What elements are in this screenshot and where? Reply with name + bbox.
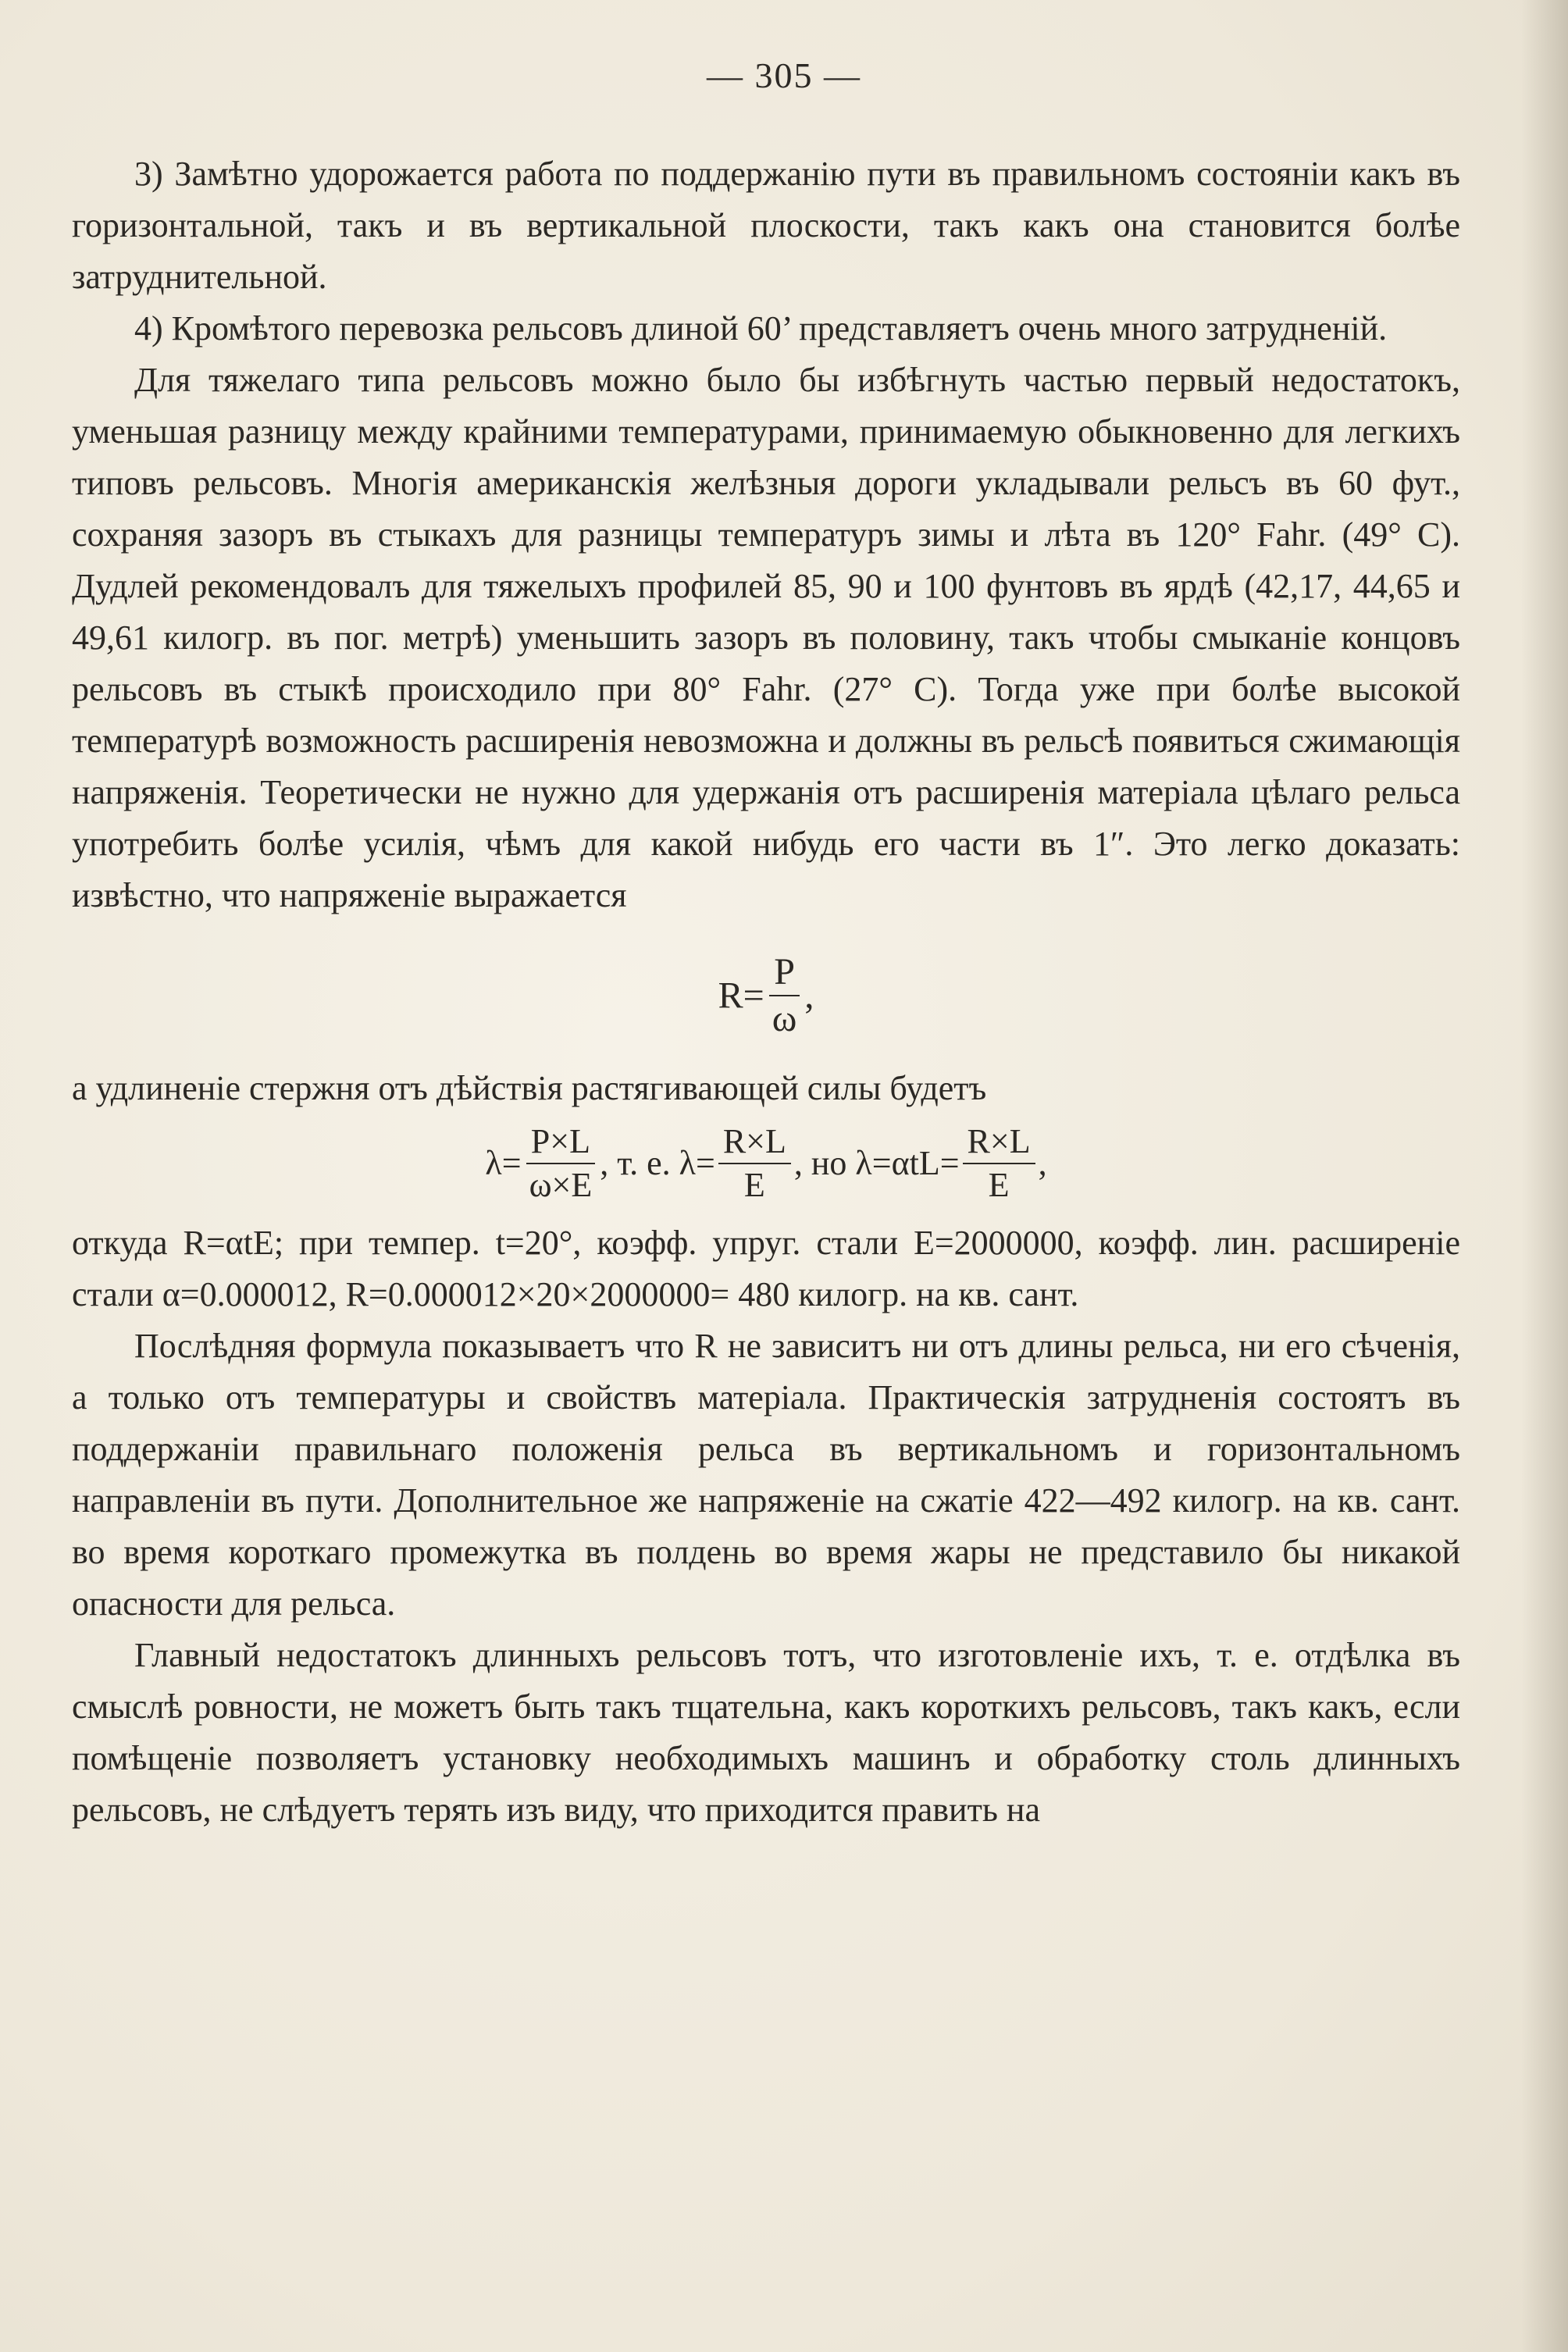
fraction-2 <box>718 1121 791 1204</box>
fraction-numerator: R×L <box>718 1124 791 1164</box>
formula-elongation <box>72 1121 1460 1204</box>
formula-stress-lead: R= <box>718 975 764 1017</box>
formula-elongation-tail: , <box>1038 1143 1047 1182</box>
fraction-numerator: P <box>769 953 800 996</box>
page-number: — 305 — <box>707 55 861 95</box>
fraction-denominator: E <box>988 1165 1010 1204</box>
paragraph-heavy-rails: Для тяжелаго типа рельсовъ можно было бы избѣгнуть частью первый недостатокъ, уменьшая разницу между крайними температурами, принимаемую обыкновенно для легкихъ типовъ рельсовъ. Многія американскія желѣзныя дороги укладывали рельсъ въ 60 фут., сохраняя зазоръ въ стыкахъ для разницы температуръ зимы и лѣта въ 120° Fahr. (49° C). Дудлей рекомендовалъ для тяжелыхъ профилей 85, 90 и 100 фунтовъ въ ярдѣ (42,17, 44,65 и 49,61 килогр. въ пог. метрѣ) уменьшить зазоръ въ половину, такъ чтобы смыканіе концовъ рельсовъ въ стыкѣ происходило при 80° Fahr. (27° C). Тогда уже при болѣе высокой температурѣ возможность расширенія невозможна и должны въ рельсѣ появиться сжимающія напряженія. Теоретически не нужно для удержанія отъ расширенія матеріала цѣлаго рельса употребить болѣе усилія, чѣмъ для какой нибудь его части въ 1″. Это легко доказать: извѣстно, что напряженіе выражается <box>72 361 1460 914</box>
formula-stress-fraction <box>768 953 802 1039</box>
fraction-denominator: E <box>743 1165 765 1204</box>
formula-stress-tail: , <box>804 975 814 1017</box>
page-body <box>72 148 1460 1836</box>
fraction-denominator: ω <box>772 998 797 1040</box>
paragraph-elongation: а удлиненіе стержня отъ дѣйствія растягивающей силы будетъ <box>72 1068 987 1107</box>
fraction-numerator: R×L <box>963 1124 1035 1164</box>
formula-elongation-mid-2: , но λ=αtL= <box>793 1143 960 1182</box>
paragraph-point-3: 3) Замѣтно удорожается работа по поддержанію пути въ правильномъ состояніи какъ въ горизонтальной, такъ и въ вертикальной плоскости, такъ какъ она становится болѣе затруднительной. <box>72 155 1460 296</box>
fraction-3 <box>963 1121 1035 1204</box>
formula-elongation-mid-1: , т. е. λ= <box>600 1143 715 1182</box>
formula-elongation-lead: λ= <box>485 1143 522 1182</box>
paragraph-from-where: откуда R=αtE; при темпер. t=20°, коэфф. упруг. стали E=2000000, коэфф. лин. расширеніе стали α=0.000012, R=0.000012×20×2000000= 480 килогр. на кв. сант. <box>72 1224 1460 1314</box>
paragraph-main-drawback: Главный недостатокъ длинныхъ рельсовъ тотъ, что изготовленіе ихъ, т. е. отдѣлка въ смыслѣ ровности, не можетъ быть такъ тщательна, какъ короткихъ рельсовъ, такъ какъ, если помѣщеніе позволяетъ установку необходимыхъ машинъ и обработку столь длинныхъ рельсовъ, не слѣдуетъ терять изъ виду, что приходится править на <box>72 1636 1460 1830</box>
paragraph-last-formula: Послѣдняя формула показываетъ что R не зависитъ ни отъ длины рельса, ни его сѣченія, а только отъ температуры и свойствъ матеріала. Практическія затрудненія состоятъ въ поддержаніи правильнаго положенія рельса въ вертикальномъ и горизонтальномъ направленіи въ пути. Дополнительное же напряженіе на сжатіе 422—492 килогр. на кв. сант. во время короткаго промежутка въ полдень во время жары не представило бы никакой опасности для рельса. <box>72 1327 1460 1623</box>
page-gutter-shadow <box>1521 0 1568 2352</box>
fraction-1 <box>525 1121 597 1204</box>
paragraph-point-4: 4) Кромѣтого перевозка рельсовъ длиной 60’ представляетъ очень много затрудненій. <box>134 309 1388 347</box>
formula-stress <box>72 953 1460 1039</box>
fraction-denominator: ω×E <box>529 1165 593 1204</box>
fraction-numerator: P×L <box>526 1124 595 1164</box>
